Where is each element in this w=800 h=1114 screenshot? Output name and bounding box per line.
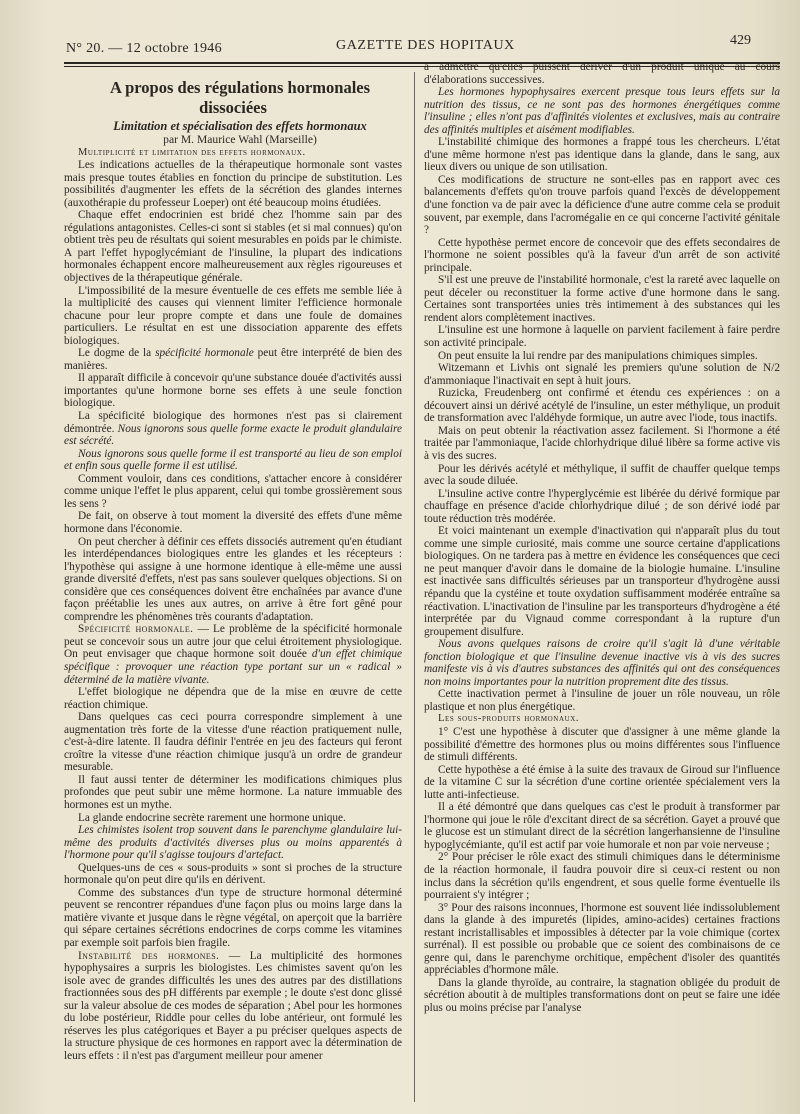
paragraph bbox=[424, 638, 780, 688]
paragraph bbox=[64, 824, 402, 862]
paragraph bbox=[64, 347, 402, 372]
paragraph bbox=[64, 623, 402, 686]
emphasis: Nous ignorons sous quelle forme il est transporté au lieu de son emploi et enfin sous quelle forme il est utilisé. bbox=[64, 447, 402, 473]
paragraph: 3° Pour des raisons inconnues, l'hormone est souvent liée indissolublement dans la glande à des impuretés (lipides, amino-acides) certaines fractions restant incristallisables et impossibles à détecter par la voie chimique (cortex surrénal). Il est possible ou probable que ce soient des combinaisons de ce genre qui, dans le parenchyme orchitique, empêchent d'isoler des quantités appréciables d'hormone mâle. bbox=[424, 901, 780, 977]
paragraph: L'insuline active contre l'hyperglycémie est libérée du dérivé formique par chauffage en présence d'acide chlorhydrique dilué ; de son dérivé iodé par toute réduction très modérée. bbox=[424, 487, 780, 525]
run-in-heading: Spécificité hormonale. bbox=[78, 623, 194, 636]
emphasis: Nous avons quelques raisons de croire qu'il s'agit là d'une véritable fonction biologique et que l'insuline devenue inactive vis à vis des sucres manifeste vis à vis d'autres substances des affinités qui ont des conséquences non moins importantes pour la nutrition proprement dite des tissus. bbox=[424, 638, 780, 688]
paragraph: L'impossibilité de la mesure éventuelle de ces effets me semble liée à la multiplicité des causes qui viennent limiter l'efficience hormonale chacune pour leur propre compte et dans une foule de domaines particuliers. Le résultat en est une dissociation apparente des effets biologiques. bbox=[64, 284, 402, 347]
paragraph bbox=[64, 448, 402, 473]
emphasis: spécificité hormonale bbox=[155, 347, 254, 360]
paragraph: 1° C'est une hypothèse à discuter que d'assigner à une même glande la possibilité d'émettre des hormones plus ou moins différentes sous l'influence de stimuli différents. bbox=[424, 725, 780, 764]
paragraph: 2° Pour préciser le rôle exact des stimuli chimiques dans le déterminisme de la réaction hormonale, il faudra pouvoir dire si ceux-ci restent ou non inclus dans la sécrétion qu'ils engendrent, et sous quelle forme éventuelle ils pourraient s'y intégrer ; bbox=[424, 851, 780, 902]
paragraph: Dans la glande thyroïde, au contraire, la stagnation obligée du produit de sécrétion aboutit à de multiples transformations dont on peut se faire une idée plus ou moins précise par l'analyse bbox=[424, 976, 780, 1015]
emphasis: Les hormones hypophysaires exercent presque tous leurs effets sur la nutrition des tissus, ce ne sont pas des hormones énergétiques comme l'insuline ; elles n'ont pas d'affinités violentes et exclusives, mais au contraire des affinités multiples et aisément modifiables. bbox=[424, 86, 780, 136]
paragraph: Dans quelques cas ceci pourra correspondre simplement à une augmentation très forte de la vitesse d'une réaction pratiquement nulle, c'est-à-dire latente. Il faudra définir l'entrée en jeu des facteurs qui feront croître la vitesse d'une réaction chimique jusqu'à un ordre de grandeur mesurable. bbox=[64, 711, 402, 774]
article-author: par M. Maurice Wahl (Marseille) bbox=[163, 133, 317, 146]
paragraph: Ces modifications de structure ne sont-elles pas en rapport avec ces balancements d'effets qu'on trouve parfois quand l'excès de développement d'une fonction va de pair avec la déficience d'une autre comme cela se produit souvent, par exemple, dans l'acromégalie en ce qui concerne l'activité génitale ? bbox=[424, 173, 780, 237]
paragraph: à admettre qu'elles puissent dériver d'un produit unique au cours d'élaborations successives. bbox=[424, 61, 780, 86]
section-heading: Les sous-produits hormonaux. bbox=[438, 713, 580, 725]
paragraph: Les indications actuelles de la thérapeutique hormonale sont vastes mais presque toutes établies en fonction du principe de substitution. Les possibilités d'augmenter les effets de la sécrétion des glandes internes (auxothérapie du professeur Loeper) ont été beaucoup moins étudiées. bbox=[64, 159, 402, 209]
paragraph: Quelques-uns de ces « sous-produits » sont si proches de la structure hormonale qu'on peut dire qu'ils en dérivent. bbox=[64, 861, 402, 887]
paragraph: Comment vouloir, dans ces conditions, s'attacher encore à considérer comme unique l'effet le plus apparent, celui qui tombe grossièrement sous les sens ? bbox=[64, 472, 402, 510]
paragraph: Mais on peut obtenir la réactivation assez facilement. Si l'hormone a été traitée par l'ammoniaque, l'acide chlorhydrique dilué libère sa forme active vis à vis des sucres. bbox=[424, 424, 780, 462]
paragraph: Pour les dérivés acétylé et méthylique, il suffit de chauffer quelque temps avec la soude diluée. bbox=[424, 462, 780, 488]
left-column bbox=[64, 78, 402, 1062]
paragraph: On peut chercher à définir ces effets dissociés autrement qu'en étudiant les interdépendances biologiques entre les glandes et les récepteurs : l'hypothèse qui assigne à une hormone identique à elle-même une aussi grande diversité d'effets, n'est pas sans soulever quelques objections. Si on considère que ces conséquences doivent être enchaînées par avance d'une façon préétablie les unes aux autres, on arrive à être fort gêné pour comprendre les phénomènes très courants d'adaptation. bbox=[64, 535, 402, 623]
paragraph-text: peut être interprété de bien des manières. bbox=[64, 347, 402, 372]
paragraph: Witzemann et Livhis ont signalé les premiers qu'une solution de N/2 d'ammoniaque l'inactivait en sept à huit jours. bbox=[424, 362, 780, 387]
paragraph: Chaque effet endocrinien est bridé chez l'homme sain par des régulations antagonistes. Celles-ci sont si stables (et si mal connues) qu'on obtient très peu de résultats qui soient mesurables en poids par le chimiste. A part l'effet hypoglycémiant de l'insuline, la plupart des indications hormonales échappent encore malheureusement aux règles rigoureuses et objectives de la thérapeutique générale. bbox=[64, 209, 402, 285]
paragraph: L'instabilité chimique des hormones a frappé tous les chercheurs. L'état d'une même hormone n'est pas identique dans la glande, dans le sang, aux lieux divers ou unique de son utilisation. bbox=[424, 136, 780, 174]
issue-date: N° 20. — 12 octobre 1946 bbox=[66, 41, 222, 56]
paragraph bbox=[64, 410, 402, 448]
paragraph: L'effet biologique ne dépendra que de la mise en œuvre de cette réaction chimique. bbox=[64, 686, 402, 711]
paragraph-text: Le dogme de la bbox=[78, 347, 156, 360]
run-in-heading: Instabilité des hormones. bbox=[78, 949, 220, 962]
paragraph-text: — La multiplicité des hormones hypophysaires a surpris les biologistes. Les chimistes savent qu'on les isole avec de grandes difficultés les unes des autres par des distillations fractionnées sous des pH différents par exemple ; le doute s'est donc glissé sur la valeur absolue de ces modes de séparation ; Abel pour les hormones du lobe postérieur, Riddle pour celles du lobe antérieur, ont formulé les réserves les plus catégoriques et Bayer a pu préciser quelques aspects de la structure physique de ces hormones en rapport avec la détermination de leurs effets : il n'est pas d'argument meilleur pour amener bbox=[64, 949, 402, 1062]
page-number: 429 bbox=[730, 33, 751, 48]
paragraph bbox=[424, 86, 780, 136]
paragraph bbox=[64, 950, 402, 1063]
article-title: A propos des régulations hormonales dissociées bbox=[109, 78, 371, 117]
paragraph: L'insuline est une hormone à laquelle on parvient facilement à faire perdre son activité principale. bbox=[424, 324, 780, 350]
paragraph: Cette hypothèse permet encore de concevoir que des effets secondaires de l'hormone ne soient possibles qu'à la faveur d'un arrêt de son activité principale. bbox=[424, 236, 780, 274]
paragraph: Cette hypothèse a été émise à la suite des travaux de Giroud sur l'influence de la vitamine C sur la sécrétion d'une cortine orientée spécialement vers la lutte anti-infectieuse. bbox=[424, 763, 780, 801]
paragraph: De fait, on observe à tout moment la diversité des effets d'une même hormone dans l'économie. bbox=[64, 510, 402, 535]
paragraph: Comme des substances d'un type de structure hormonal déterminé peuvent se rencontrer répandues d'une façon plus ou moins large dans la matière vivante et jusque dans le règne végétal, on aperçoit que la barrière qui sépare certaines sécrétions endocrines de corps comme les vitamines par exemple soit parfois bien fragile. bbox=[64, 886, 402, 949]
paragraph: Il faut aussi tenter de déterminer les modifications chimiques plus profondes que peut subir une même hormone. La nature immuable des hormones est un mythe. bbox=[64, 773, 402, 811]
emphasis: Les chimistes isolent trop souvent dans le parenchyme glandulaire lui-même des produits d'activités diverses plus ou moins apparentés à l'hormone pour qu'il s'agisse toujours d'artefact. bbox=[64, 824, 402, 862]
paragraph: S'il est une preuve de l'instabilité hormonale, c'est la rareté avec laquelle on peut déceler ou reconstituer la forme active d'une hormone dans le sang. Certaines sont transportées unies très intimement à des substances qui les rendent alors complètement inactives. bbox=[424, 274, 780, 324]
emphasis: Nous ignorons sous quelle forme exacte le produit glandulaire est sécrété. bbox=[64, 422, 403, 448]
article-subtitle: Limitation et spécialisation des effets hormonaux bbox=[113, 119, 367, 133]
paragraph: Et voici maintenant un exemple d'inactivation qui n'apparaît plus du tout comme une simple curiosité, mais comme une source certaine d'applications biologiques. On ne tardera pas à mettre en évidence les conséquences que ceci ne peut manquer d'avoir dans le domaine de la biologie humaine. L'insuline est inactivée sans difficultés sérieuses par un transporteur d'hydrogène aussi répandu que la cystéine et toute oxydation suffisamment modérée entraîne sa réactivation. L'inactivation de l'insuline par les transporteurs d'hydrogène a été interprétée par du Vignaud comme correspondant à la rupture d'un groupement disulfure. bbox=[424, 525, 780, 638]
paragraph: Ruzicka, Freudenberg ont confirmé et étendu ces expériences : on a découvert ainsi un dérivé acétylé de l'insuline, un ester méthylique, un produit de transformation avec l'aldéhyde formique, un autre avec l'iode, tous inactifs. bbox=[424, 387, 780, 425]
paragraph-text: — Le problème de la spécificité hormonale peut se concevoir sous un autre jour que celui étroitement physiologique. On peut envisager que chaque hormone soit douée bbox=[64, 623, 402, 661]
right-column bbox=[424, 61, 780, 1015]
column-divider bbox=[414, 72, 415, 1102]
paragraph: Il apparaît difficile à concevoir qu'une substance douée d'activités aussi importantes qu'une hormone borne ses effets à une seule fonction biologique. bbox=[64, 372, 402, 410]
paragraph: On peut ensuite la lui rendre par des manipulations chimiques simples. bbox=[438, 349, 758, 362]
journal-title: GAZETTE DES HOPITAUX bbox=[336, 38, 515, 53]
paragraph: Cette inactivation permet à l'insuline de jouer un rôle nouveau, un rôle plastique et non plus énergétique. bbox=[424, 688, 780, 713]
paragraph: La glande endocrine secrète rarement une hormone unique. bbox=[78, 811, 346, 824]
paragraph-text: La spécificité biologique des hormones n'est pas si clairement démontrée. bbox=[64, 410, 402, 435]
section-heading: Multiplicité et limitation des effets hormonaux. bbox=[78, 146, 306, 158]
emphasis: d'un effet chimique spécifique : provoquer une réaction type portant sur un « radical » déterminé de la matière vivante. bbox=[64, 648, 402, 686]
paragraph: Il a été démontré que dans quelques cas c'est le produit à transformer par l'hormone qui joue le rôle d'excitant direct de sa sécrétion. Gayet a prouvé que le glucose est un stimulant direct de la sécrétion langerhansienne de l'insuline hypoglycémiante, qu'il est actif par voie humorale et non par voie nerveuse ; bbox=[424, 801, 780, 851]
